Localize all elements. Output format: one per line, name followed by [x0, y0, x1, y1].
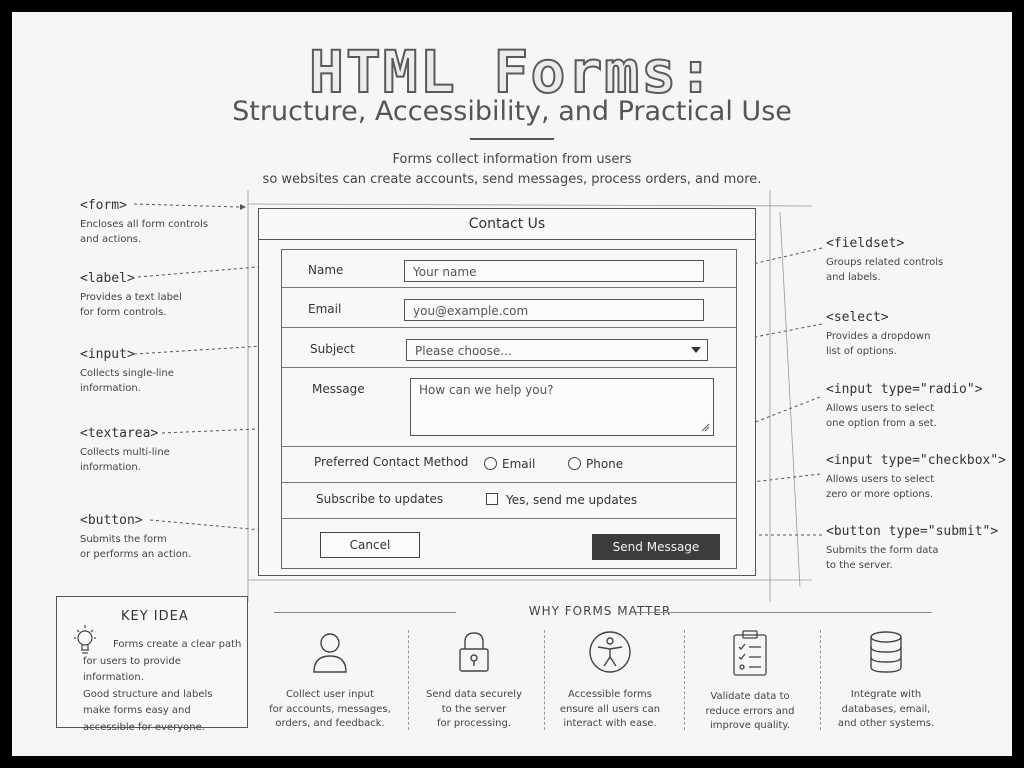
- message-textarea[interactable]: [410, 378, 714, 436]
- subject-label: Subject: [310, 342, 355, 356]
- why-item-collect: Collect user input for accounts, messages, orders, and feedback.: [266, 630, 394, 732]
- infographic: [12, 12, 1012, 756]
- annotation-submit: <button type="submit"> Submits the form data to the server.: [826, 524, 999, 571]
- user-icon: [310, 630, 350, 674]
- annotation-fieldset: <fieldset> Groups related controls and labels.: [826, 236, 944, 283]
- chevron-down-icon: [691, 347, 701, 353]
- form-fieldset: [281, 249, 737, 569]
- radio-email[interactable]: [484, 457, 497, 470]
- contact-form: [258, 208, 756, 576]
- why-item-integrate: Integrate with databases, email, and other systems.: [822, 630, 950, 732]
- accessibility-icon: [588, 630, 632, 674]
- subject-select[interactable]: [406, 339, 708, 361]
- message-label: Message: [312, 382, 365, 396]
- radio-phone[interactable]: [568, 457, 581, 470]
- why-item-secure: Send data securely to the server for processing.: [410, 630, 538, 732]
- name-label: Name: [308, 263, 344, 277]
- send-message-button[interactable]: Send Message: [592, 534, 720, 560]
- why-item-validate: Validate data to reduce errors and improve quality.: [686, 630, 814, 734]
- why-separator: [408, 630, 409, 730]
- frame-guide-top: [248, 204, 812, 206]
- page-title: HTML Forms:: [308, 38, 716, 106]
- subject-select-value: Please choose...: [415, 344, 512, 358]
- annotation-input: <input> Collects single-line information.: [80, 347, 174, 394]
- why-item-accessible: Accessible forms ensure all users can interact with ease.: [546, 630, 674, 732]
- name-input[interactable]: Your name: [404, 260, 704, 282]
- why-separator: [820, 630, 821, 730]
- form-header: Contact Us: [259, 209, 755, 240]
- key-idea-title: KEY IDEA: [121, 609, 189, 624]
- annotation-radio: <input type="radio"> Allows users to select one option from a set.: [826, 382, 983, 429]
- key-idea-text: Forms create a clear path for users to provide information. Good structure and labels make forms easy and accessible for everyone.: [83, 639, 242, 733]
- radio-phone-label: Phone: [586, 457, 624, 471]
- contact-method-label: Preferred Contact Method: [314, 455, 469, 469]
- why-rule-right: [636, 612, 932, 613]
- annotation-select: <select> Provides a dropdown list of options.: [826, 310, 931, 357]
- why-separator: [684, 630, 685, 730]
- message-placeholder: How can we help you?: [419, 383, 554, 397]
- annotation-textarea: <textarea> Collects multi-line information.: [80, 426, 170, 473]
- checklist-icon: [730, 630, 770, 676]
- subscribe-checkbox[interactable]: [486, 493, 498, 505]
- intro-line-2: so websites can create accounts, send messages, process orders, and more.: [262, 172, 762, 187]
- why-forms-matter-title: WHY FORMS MATTER: [528, 604, 672, 618]
- intro-line-1: Forms collect information from users: [392, 152, 632, 167]
- annotation-label: <label> Provides a text label for form controls.: [80, 271, 182, 318]
- email-label: Email: [308, 302, 342, 316]
- annotation-button: <button> Submits the form or performs an action.: [80, 513, 192, 560]
- leader-arrow-form: [240, 204, 246, 210]
- radio-email-label: Email: [502, 457, 536, 471]
- annotation-checkbox: <input type="checkbox"> Allows users to select zero or more options.: [826, 453, 1007, 500]
- key-idea-box: [56, 596, 248, 733]
- cancel-button[interactable]: Cancel: [320, 532, 420, 558]
- database-icon: [866, 630, 906, 674]
- why-separator: [544, 630, 545, 730]
- frame-guide-slant: [780, 212, 800, 587]
- page-subtitle: Structure, Accessibility, and Practical Use: [232, 96, 792, 127]
- annotation-form: <form> Encloses all form controls and actions.: [80, 198, 209, 245]
- lock-icon: [454, 630, 494, 674]
- subscribe-label: Subscribe to updates: [316, 492, 444, 506]
- resize-handle-icon[interactable]: [700, 422, 710, 432]
- email-input[interactable]: you@example.com: [404, 299, 704, 321]
- subscribe-checkbox-label: Yes, send me updates: [506, 493, 638, 507]
